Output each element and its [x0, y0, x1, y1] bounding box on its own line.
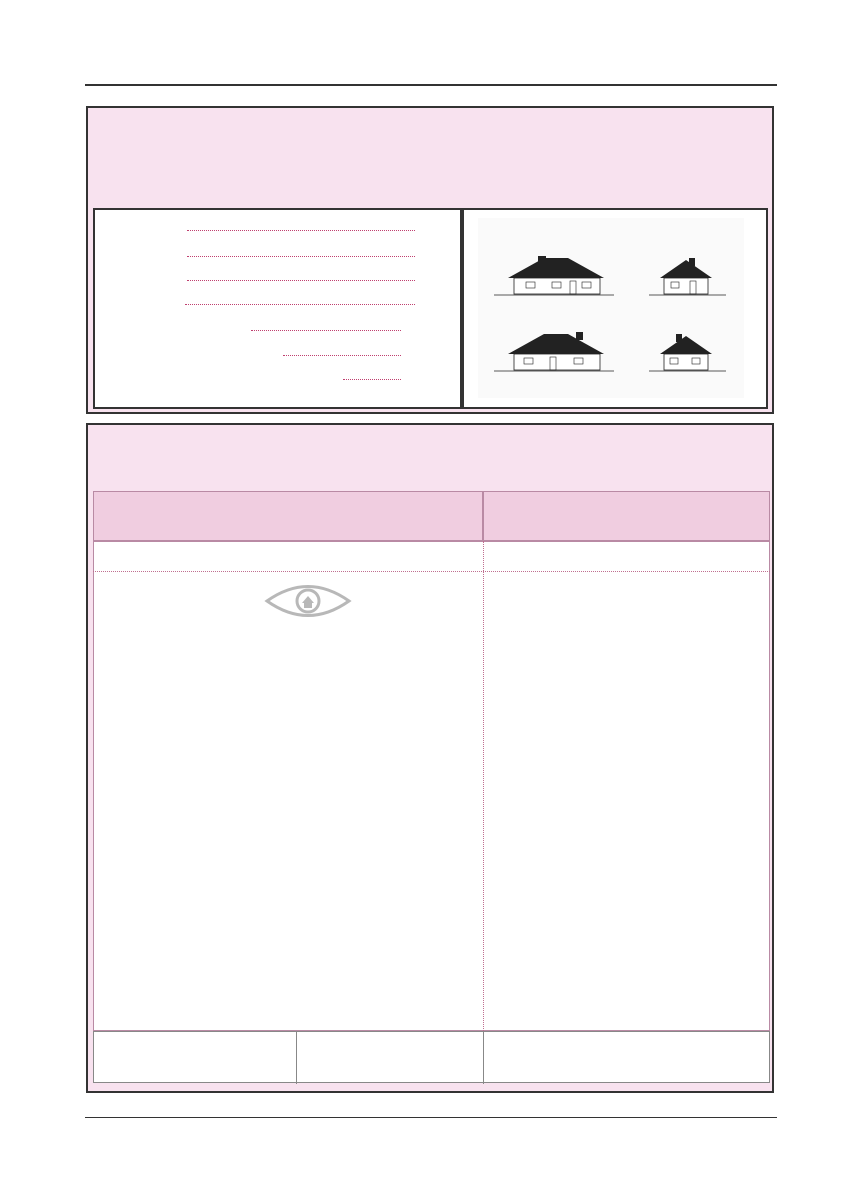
totals-primary-value [484, 1032, 769, 1084]
specific-values-caption [93, 550, 770, 564]
building-info-box [93, 208, 462, 409]
logo-bars-icon [651, 61, 669, 76]
type-value [185, 304, 415, 305]
building-drawings [462, 208, 768, 409]
envelope-value [251, 330, 401, 331]
header-divider [85, 84, 777, 86]
shape-factor-value [283, 355, 401, 356]
street-value [187, 230, 415, 231]
primary-energy-header [483, 491, 770, 541]
deksoft-logo [651, 61, 674, 76]
totals-delivered-value [297, 1032, 484, 1084]
delivered-energy-header [93, 491, 483, 541]
rating-chart [93, 541, 770, 1031]
column-divider [483, 541, 484, 1031]
footer-divider [85, 1117, 777, 1118]
house-elevations-image [464, 210, 766, 407]
totals-label-cell [94, 1032, 297, 1084]
eye-logo-icon [263, 578, 353, 624]
psc-value [187, 280, 415, 281]
units-divider [93, 571, 770, 572]
street-value-2 [187, 256, 415, 257]
building-totals-row [93, 1031, 770, 1083]
reference-area-value [343, 379, 401, 380]
